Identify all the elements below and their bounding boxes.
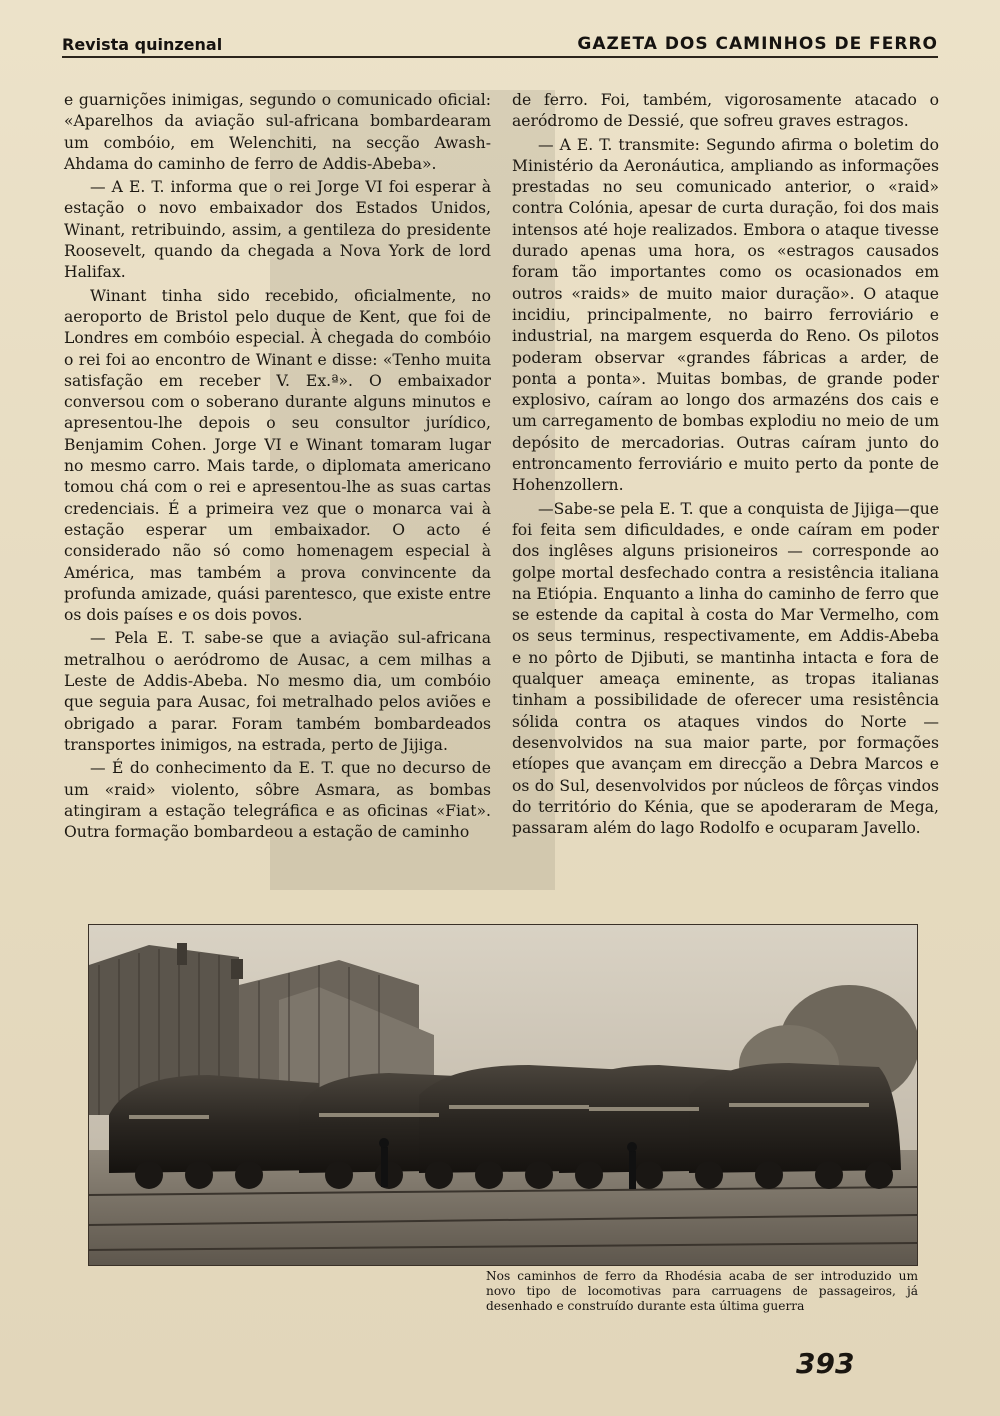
photo-caption: Nos caminhos de ferro da Rhodésia acaba de ser introduzido um novo tipo de locomotivas para carruagens de passageiros, já desenhado e construído durante esta última guerra: [486, 1269, 918, 1313]
paragraph: — É do conhecimento da E. T. que no decurso de um «raid» violento, sôbre Asmara, as bombas atingiram a estação telegráfica e as oficinas «Fiat». Outra formação bombardeou a estação de caminho: [64, 759, 491, 842]
locomotives-photo: [88, 924, 918, 1266]
paragraph: de ferro. Foi, também, vigorosamente atacado o aeródromo de Dessié, que sofreu graves estragos.: [512, 91, 939, 131]
paragraph: —Sabe-se pela E. T. que a conquista de Jijiga—que foi feita sem dificuldades, e onde caíram em poder dos inglêses alguns prisioneiros — corresponde ao golpe mortal desfechado contra a resistência italiana na Etiópia. Enquanto a linha do caminho de ferro que se estende da capital à costa do Mar Vermelho, com os seus terminus, respectivamente, em Addis-Abeba e no pôrto de Djibuti, se mantinha intacta e fora de qualquer ameaça eminente, as tropas italianas tinham a possibilidade de oferecer uma resistência sólida contra os ataques vindos do Norte — desenvolvidos na sua maior parte, por formações etíopes que avançam em direcção a Debra Marcos e os do Sul, desenvolvidos por núcleos de fôrças vindos do território do Kénia, que se apoderaram de Mega, passaram além do lago Rodolfo e ocuparam Javello.: [512, 499, 939, 838]
header-publication-frequency: Revista quinzenal: [62, 35, 223, 54]
paragraph: Winant tinha sido recebido, oficialmente, no aeroporto de Bristol pelo duque de Kent, que foi de Londres em combóio especial. À chegada do combóio o rei foi ao encontro de Winant e disse: «Tenho muita satisfação em receber V. Ex.ª». O embaixador conversou com o soberano durante alguns minutos e apresentou-lhe depois o seu consultor jurídico, Benjamim Cohen. Jorge VI e Winant tomaram lugar no mesmo carro. Mais tarde, o diplomata americano tomou chá com o rei e apresentou-lhe as suas cartas credenciais. É a primeira vez que o monarca vai à estação esperar um embaixador. O acto é considerado não só como homenagem especial à América, mas também a prova convincente da profunda amizade, quási parentesco, que existe entre os dois países e os dois povos.: [64, 286, 491, 625]
paragraph: — A E. T. informa que o rei Jorge VI foi esperar à estação o novo embaixador dos Estados Unidos, Winant, retribuindo, assim, a gentileza do presidente Roosevelt, quando da chegada a Nova York de lord Halifax.: [64, 178, 491, 282]
paragraph: — A E. T. transmite: Segundo afirma o boletim do Ministério da Aeronáutica, ampliando as informações prestadas no seu comunicado anterior, o «raid» contra Colónia, apesar de curta duração, foi dos mais intensos até hoje realizados. Embora o ataque tivesse durado apenas uma hora, os «estragos causados foram tão importantes como os ocasionados em outros «raids» de muito maior duração». O ataque incidiu, principalmente, no bairro ferroviário e industrial, na margem esquerda do Reno. Os pilotos poderam observar «grandes fábricas a arder, de ponta a ponta». Muitas bombas, de grande poder explosivo, caíram ao longo dos armazéns dos cais e um carregamento de bombas explodiu no meio de um depósito de mercadorias. Outras caíram junto do entroncamento ferroviário e muito perto da ponte de Hohenzollern.: [512, 135, 939, 495]
page-number: 393: [796, 1347, 855, 1380]
header-rule: [62, 56, 938, 58]
page-header: [62, 28, 938, 54]
paragraph: e guarnições inimigas, segundo o comunicado oficial: «Aparelhos da aviação sul-africana bombardearam um combóio, em Welenchiti, na secção Awash-Ahdama do caminho de ferro de Addis-Abeba».: [64, 91, 491, 173]
left-text-column: [64, 90, 491, 845]
paragraph: — Pela E. T. sabe-se que a aviação sul-africana metralhou o aeródromo de Ausac, a cem milhas a Leste de Addis-Abeba. No mesmo dia, um combóio que seguia para Ausac, foi metralhado pelos aviões e obrigado a parar. Foram também bombardeados transportes inimigos, na estrada, perto de Jijiga.: [64, 629, 491, 754]
right-text-column: [512, 90, 939, 841]
header-magazine-title: GAZETA DOS CAMINHOS DE FERRO: [577, 34, 938, 54]
